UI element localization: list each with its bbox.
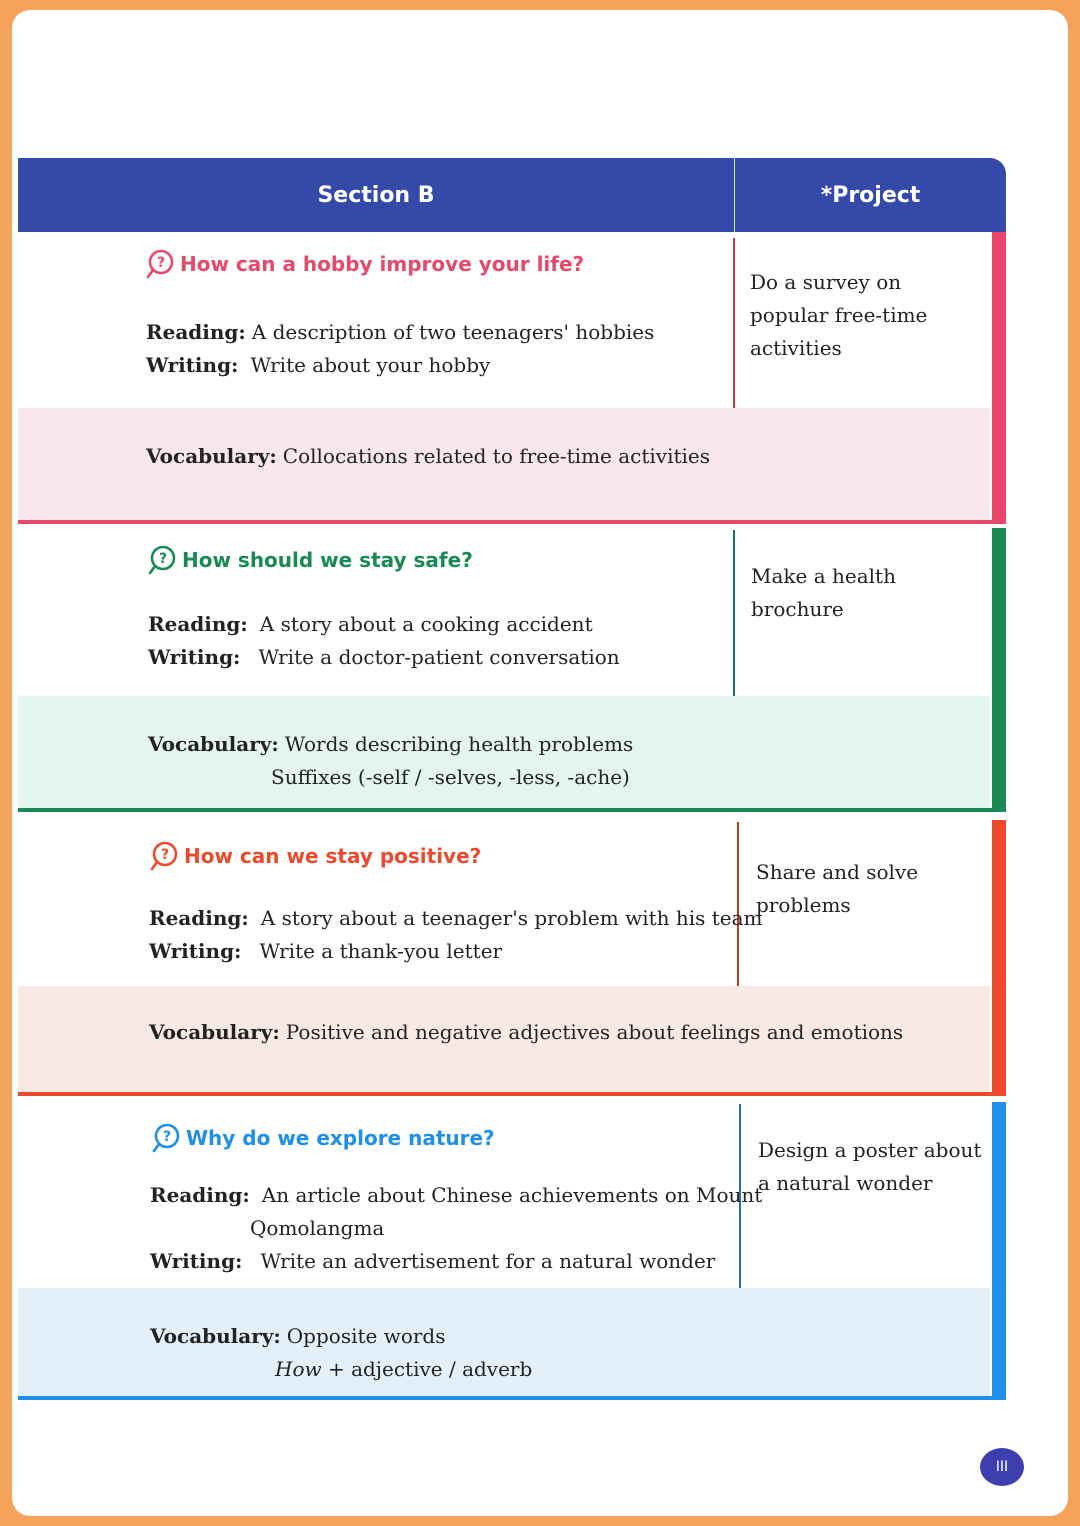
project-text: Do a survey on popular free-time activities [750,270,928,360]
vocab-list [149,1016,903,1049]
reading-row [150,1179,762,1212]
writing-text: Write an advertisement for a natural wonder [260,1249,716,1273]
vocab-italic: How [275,1357,322,1381]
writing-row [148,641,620,674]
column-divider [733,530,735,696]
question-text: How can we stay positive? [184,844,482,868]
unit-divider [18,1092,1006,1096]
reading-text: A story about a teenager's problem with his team [260,906,763,930]
unit-color-bar [992,1102,1006,1398]
table-header [18,158,1006,232]
reading-text: A description of two teenagers' hobbies [251,320,655,344]
reading-continued: Qomolangma [250,1216,385,1240]
skills-list [148,608,620,674]
writing-label: Writing: [149,939,242,963]
vocab-list [146,440,710,473]
writing-row [149,935,763,968]
unit-color-bar [992,528,1006,812]
vocab-item [150,1353,532,1386]
question-icon [144,248,176,280]
project-text: Make a health brochure [751,564,896,621]
vocab-item: Suffixes (-self / -selves, -less, -ache) [271,765,630,789]
unit-block-3 [18,816,1006,1100]
writing-label: Writing: [146,353,239,377]
svg-text:?: ? [160,847,170,863]
unit-divider [18,808,1006,812]
svg-text:?: ? [158,551,168,567]
writing-row [146,349,654,382]
section-b-heading: Section B [317,182,435,208]
unit-question [146,544,473,576]
reading-row [146,316,654,349]
writing-label: Writing: [148,645,241,669]
writing-label: Writing: [150,1249,243,1273]
vocab-label: Vocabulary: [150,1324,281,1348]
question-text: Why do we explore nature? [186,1126,495,1150]
unit-divider [18,1396,1006,1400]
vocab-item: Opposite words [286,1324,446,1348]
vocab-rest: + adjective / adverb [321,1357,533,1381]
vocab-list [148,728,633,794]
unit-question [148,840,481,872]
unit-block-2 [18,524,1006,816]
page [12,10,1068,1516]
svg-text:?: ? [156,255,166,271]
skills-list [150,1179,762,1278]
vocab-label: Vocabulary: [146,444,277,468]
writing-text: Write a thank-you letter [259,939,503,963]
question-icon [150,1122,182,1154]
vocab-list [150,1320,532,1386]
unit-question [150,1122,495,1154]
question-text: How should we stay safe? [182,548,473,572]
skills-list [146,316,654,382]
vocab-item: Positive and negative adjectives about feelings and emotions [285,1020,904,1044]
reading-label: Reading: [150,1183,250,1207]
unit-block-1 [18,232,1006,524]
unit-block-4 [18,1100,1006,1404]
project-text: Design a poster about a natural wonder [758,1138,982,1195]
reading-label: Reading: [148,612,248,636]
svg-text:?: ? [162,1129,172,1145]
column-divider [733,238,735,408]
project-heading: *Project [820,182,921,208]
vocab-item: Words describing health problems [284,732,634,756]
unit-color-bar [992,820,1006,1096]
reading-text: An article about Chinese achievements on Mount [261,1183,763,1207]
unit-color-bar [992,232,1006,520]
unit-question [144,248,584,280]
vocab-label: Vocabulary: [148,732,279,756]
reading-text: A story about a cooking accident [259,612,593,636]
page-number: III [980,1448,1024,1486]
vocab-item: Collocations related to free-time activities [282,444,711,468]
writing-text: Write a doctor-patient conversation [258,645,620,669]
question-icon [146,544,178,576]
reading-label: Reading: [149,906,249,930]
vocab-label: Vocabulary: [149,1020,280,1044]
writing-row [150,1245,762,1278]
reading-row [149,902,763,935]
reading-row [148,608,620,641]
skills-list [149,902,763,968]
question-icon [148,840,180,872]
reading-label: Reading: [146,320,246,344]
question-text: How can a hobby improve your life? [180,252,585,276]
writing-text: Write about your hobby [250,353,491,377]
project-text: Share and solve problems [756,860,919,917]
